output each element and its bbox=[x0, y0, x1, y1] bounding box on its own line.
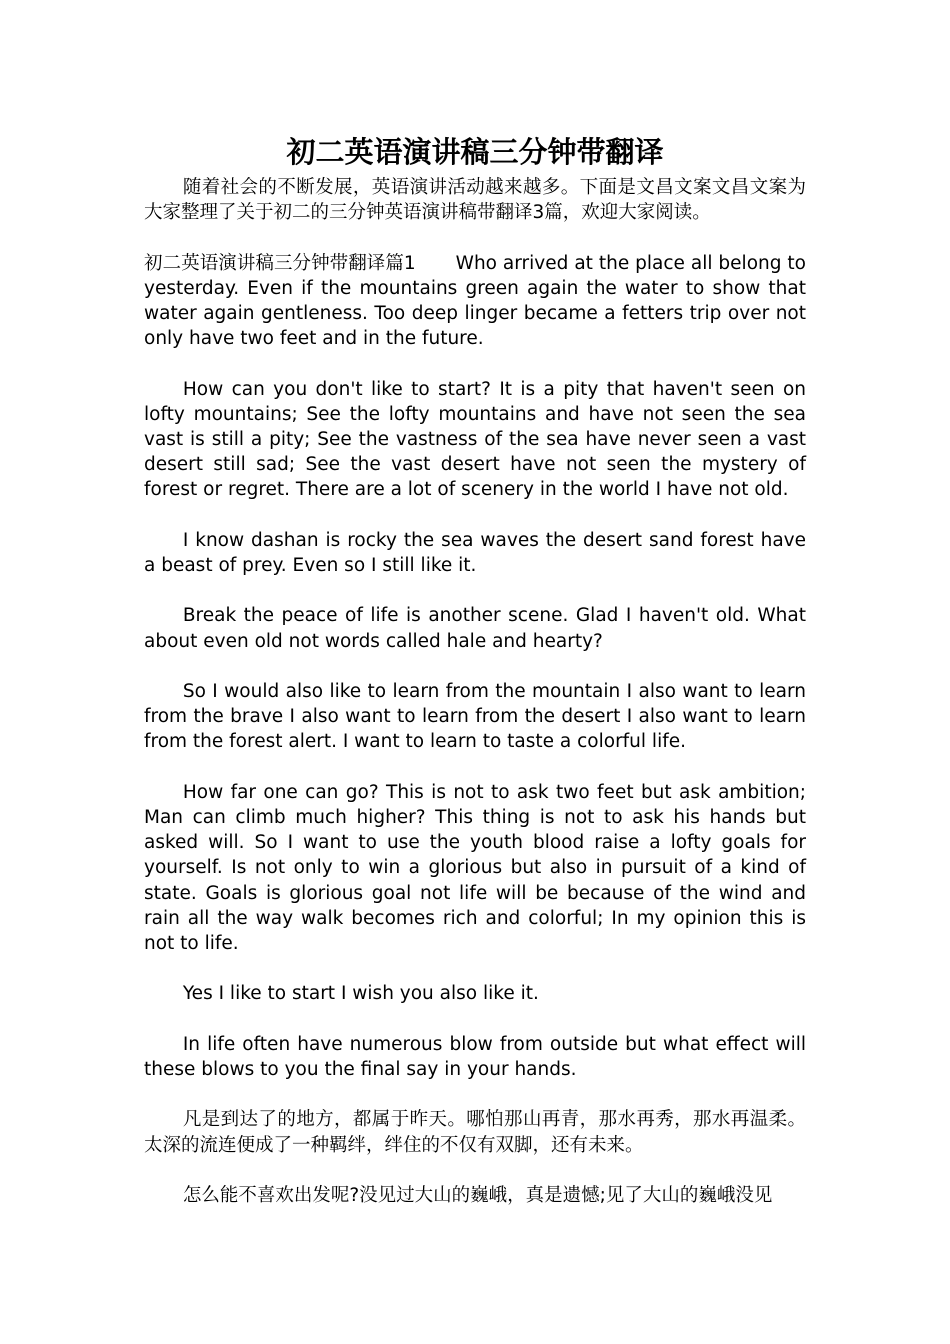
paragraph: How far one can go? This is not to ask two feet but ask ambition; Man can climb much higher? This thing is not to ask his hands but asked will. So I want to use the youth blood raise a lofty goals for yourself. Is not only to win a glorious but also in pursuit of a kind of state. Goals is glorious goal not life will be because of the wind and rain all the way walk becomes rich and colorful; In my opinion this is not to life. bbox=[144, 781, 806, 954]
paragraph: Yes I like to start I wish you also like it. bbox=[182, 983, 539, 1005]
document-body bbox=[144, 175, 806, 1233]
intro-paragraph: 随着社会的不断发展，英语演讲活动越来越多。下面是文昌文案文昌文案为大家整理了关于初二的三分钟英语演讲稿带翻译3篇，欢迎大家阅读。 bbox=[144, 177, 806, 224]
paragraph: 凡是到达了的地方，都属于昨天。哪怕那山再青，那水再秀，那水再温柔。太深的流连便成了一种羁绊，绊住的不仅有双脚，还有未来。 bbox=[144, 1109, 806, 1156]
paragraph-text: Who arrived at the place all belong to yesterday. Even if the mountains green again the water to show that water again gentleness. Too deep linger became a fetters trip over not only have two feet and in the future. bbox=[144, 252, 806, 350]
section-first-paragraph bbox=[144, 251, 806, 352]
document-title: 初二英语演讲稿三分钟带翻译 bbox=[286, 135, 664, 169]
paragraph: So I would also like to learn from the mountain I also want to learn from the brave I also want to learn from the desert I also want to learn from the forest alert. I want to learn to taste a colorful life. bbox=[144, 680, 806, 753]
paragraph: Break the peace of life is another scene. Glad I haven't old. What about even old not words called hale and hearty? bbox=[144, 605, 806, 652]
paragraph: How can you don't like to start? It is a pity that haven't seen on lofty mountains; See the lofty mountains and have not seen the sea vast is still a pity; See the vastness of the sea have never seen a vast desert still sad; See the vast desert have not seen the mystery of forest or regret. There are a lot of scenery in the world I have not old. bbox=[144, 378, 806, 501]
section-heading: 初二英语演讲稿三分钟带翻译篇1 bbox=[144, 252, 416, 274]
paragraph: I know dashan is rocky the sea waves the desert sand forest have a beast of prey. Even so I still like it. bbox=[144, 529, 806, 576]
paragraph: In life often have numerous blow from outside but what effect will these blows to you the final say in your hands. bbox=[144, 1033, 806, 1080]
paragraph: 怎么能不喜欢出发呢?没见过大山的巍峨，真是遗憾;见了大山的巍峨没见 bbox=[182, 1184, 773, 1206]
